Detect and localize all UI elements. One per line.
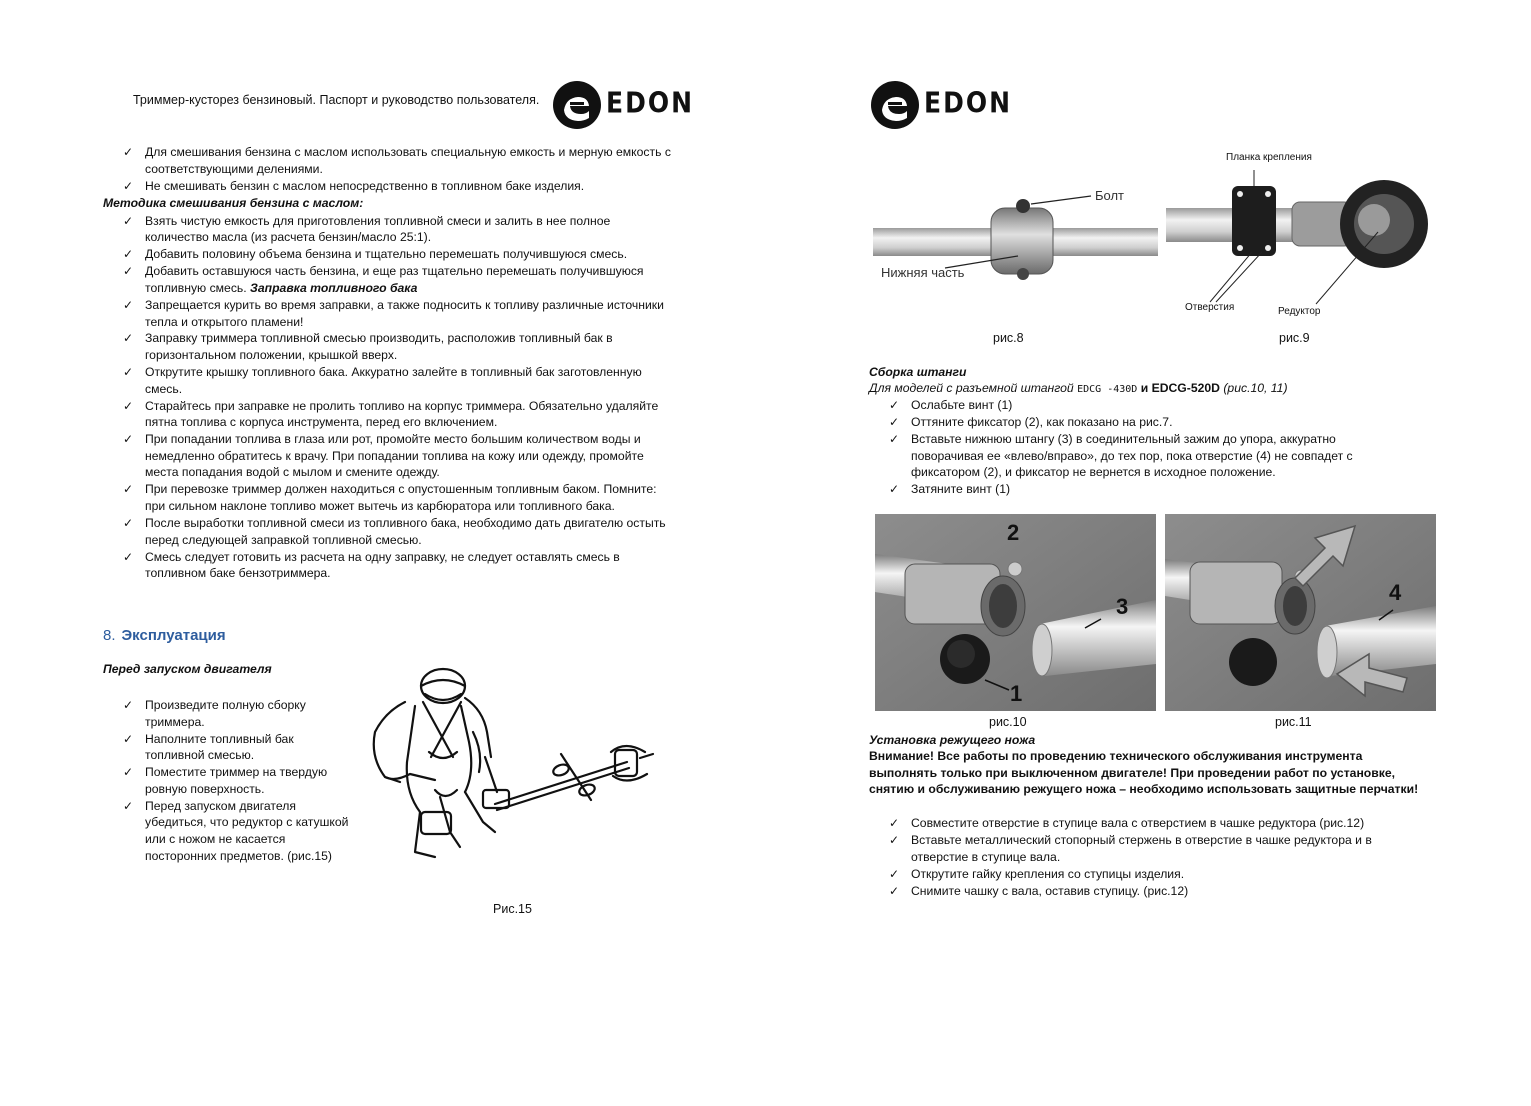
fig9-label-gear: Редуктор: [1278, 306, 1321, 317]
list-item: ✓ Взять чистую емкость для приготовления топливной смеси и залить в нее полное количество масла (из расчета бензин/масло 25:1).: [123, 213, 611, 245]
list-item: ✓ Открутите гайку крепления со ступицы изделия.: [889, 866, 1185, 881]
list-item: ✓ Затяните винт (1): [889, 482, 1011, 497]
fig8-label-lower: Нижняя часть: [881, 265, 965, 280]
check-icon: ✓: [123, 432, 134, 447]
section-number: 8.: [103, 627, 116, 644]
section-name: Эксплуатация: [121, 627, 226, 644]
fig10-caption: рис.10: [989, 715, 1027, 729]
list-item: ✓ Открутите крышку топливного бака. Аккуратно залейте в топливный бак заготовленную смесь.: [123, 365, 642, 396]
check-icon: ✓: [123, 247, 134, 262]
check-icon: ✓: [889, 832, 900, 847]
check-icon: ✓: [123, 698, 134, 712]
check-icon: ✓: [123, 331, 134, 346]
list-item: ✓ При перевозке триммер должен находиться с опустошенным топливным баком. Помните: при сильном наклоне топливо может вытечь из карбюратора или топливного бака.: [123, 482, 657, 513]
check-icon: ✓: [889, 866, 900, 881]
edon-logo-icon: [552, 80, 602, 130]
check-icon: ✓: [123, 398, 134, 413]
list-item: ✓ Запрещается курить во время заправки, а также подносить к топливу различные источники тепла и открытого пламени!: [123, 297, 664, 329]
list-item: ✓ Снимите чашку с вала, оставив ступицу. (рис.12): [889, 883, 1189, 898]
fig15-caption: Рис.15: [493, 902, 532, 916]
check-icon: ✓: [123, 145, 134, 159]
check-icon: ✓: [123, 798, 134, 813]
refuel-heading: Заправка топливного бака: [250, 280, 418, 295]
fig9-gear-bracket-photo: [1166, 170, 1436, 310]
check-icon: ✓: [123, 213, 134, 228]
shaft-block: [869, 397, 1389, 498]
list-item: ✓ Перед запуском двигателя убедиться, что редуктор с катушкой или с ножом не касается посторонних предметов. (рис.15): [123, 798, 349, 863]
section-title: [103, 627, 226, 644]
list-item: ✓ Добавить половину объема бензина и тщательно перемешать получившуюся смесь.: [123, 247, 628, 262]
check-icon: ✓: [123, 297, 134, 312]
check-icon: ✓: [123, 515, 134, 530]
intro-list: [103, 144, 673, 194]
list-item: ✓ Смесь следует готовить из расчета на одну заправку, не следует оставлять смесь в топливном баке бензотриммера.: [123, 549, 620, 581]
list-item: ✓ Заправку триммера топливной смесью производить, расположив топливный бак в горизонтальном положении, крышкой вверх.: [123, 331, 613, 363]
check-icon: ✓: [123, 731, 134, 746]
model-edcg-520d: EDCG-520D: [1151, 381, 1220, 395]
fig9-caption: рис.9: [1279, 331, 1310, 345]
list-item: ✓ Вставьте нижнюю штангу (3) в соединительный зажим до упора, аккуратно поворачивая ее «влево/вправо», до тех пор, пока отверстие (4) не совпадет с фиксатором (2), и фиксатор не вернется в исходное положение.: [889, 431, 1353, 480]
check-icon: ✓: [889, 431, 900, 446]
check-icon: ✓: [889, 816, 900, 830]
fig9-label-holes: Отверстия: [1185, 302, 1235, 313]
callout-number-2: 2: [1007, 520, 1020, 545]
prestart-heading: Перед запуском двигателя: [103, 662, 272, 676]
warning-text: Внимание! Все работы по проведению технического обслуживания инструмента выполнять только при выключенном двигателе! При проведении работ по установке, снятию и обслуживанию режущего ножа – необходимо использовать защитные перчатки!: [869, 749, 1419, 797]
fig11-connector-illustration: [1165, 514, 1436, 711]
shaft-list: [869, 397, 1389, 498]
edon-logo-right: [870, 80, 1013, 130]
list-item: ✓ Для смешивания бензина с маслом использовать специальную емкость и мерную емкость с соответствующими делениями.: [123, 145, 671, 176]
left-main-text: [103, 144, 673, 582]
fig15-trimmer-operator-illustration: [365, 662, 665, 867]
check-icon: ✓: [123, 178, 134, 193]
check-icon: ✓: [123, 765, 134, 780]
list-item: ✓ Вставьте металлический стопорный стержень в отверстие в чашке редуктора и в отверстие в ступице вала.: [889, 832, 1372, 864]
brand-wordmark: EDON: [924, 86, 1013, 120]
callout-number-1: 1: [1010, 681, 1023, 706]
fig9-label-bracket: Планка крепления: [1226, 152, 1312, 163]
callout-number-3: 3: [1116, 594, 1129, 619]
list-item: ✓ Совместите отверстие в ступице вала с отверстием в чашке редуктора (рис.12): [889, 816, 1365, 830]
check-icon: ✓: [123, 264, 134, 279]
list-item: ✓ При попадании топлива в глаза или рот, промойте место большим количеством воды и немедленно обратитесь к врачу. При попадании топлива на кожу или одежду, промойте места попадания водой с мылом и смените одежду.: [123, 432, 644, 480]
fig8-caption: рис.8: [993, 331, 1024, 345]
list-item: ✓ Поместите триммер на твердую ровную поверхность.: [123, 765, 328, 796]
check-icon: ✓: [889, 398, 900, 412]
list-item: ✓ После выработки топливной смеси из топливного бака, необходимо дать двигателю остыть перед следующей заправкой топливной смесью.: [123, 515, 666, 547]
check-icon: ✓: [123, 482, 134, 497]
list-item: ✓ Ослабьте винт (1): [889, 398, 1013, 412]
callout-number-4: 4: [1389, 580, 1402, 605]
method-list: [103, 213, 673, 582]
header-title: Триммер-кусторез бензиновый. Паспорт и руководство пользователя.: [133, 93, 540, 107]
list-item: ✓ Не смешивать бензин с маслом непосредственно в топливном баке изделия.: [123, 178, 585, 193]
method-heading: Методика смешивания бензина с маслом:: [103, 196, 364, 211]
list-item: ✓ Добавить оставшуюся часть бензина, и еще раз тщательно перемешать получившуюся топливную смесь. Заправка топливного бака: [123, 264, 644, 295]
blade-list: [869, 815, 1409, 899]
check-icon: ✓: [123, 365, 134, 380]
blade-block: [869, 815, 1409, 900]
edon-logo: [552, 80, 695, 130]
check-icon: ✓: [889, 482, 900, 497]
fig10-photo: [875, 514, 1156, 711]
blade-heading: Установка режущего ножа: [869, 733, 1036, 747]
fig11-caption: рис.11: [1275, 715, 1312, 729]
fig8-label-bolt: Болт: [1095, 188, 1125, 203]
shaft-heading: Сборка штанги: [869, 365, 967, 379]
prestart-block: [103, 697, 353, 865]
check-icon: ✓: [123, 549, 134, 564]
check-icon: ✓: [889, 883, 900, 898]
list-item: ✓ Оттяните фиксатор (2), как показано на рис.7.: [889, 414, 1173, 429]
model-edcg-430d: EDCG -430D: [1077, 384, 1138, 395]
list-item: ✓ Старайтесь при заправке не пролить топливо на корпус триммера. Обязательно удаляйте пятна топлива с корпуса инструмента, перед его включением.: [123, 398, 659, 430]
fig11-photo: [1165, 514, 1436, 711]
edon-logo-icon: [870, 80, 920, 130]
prestart-list: [103, 697, 353, 864]
check-icon: ✓: [889, 414, 900, 429]
brand-wordmark: EDON: [606, 86, 695, 120]
shaft-subheading: Для моделей с разъемной штангой EDCG -430D и EDCG-520D (рис.10, 11): [869, 381, 1288, 395]
list-item: ✓ Наполните топливный бак топливной смесью.: [123, 731, 294, 763]
list-item: ✓ Произведите полную сборку триммера.: [123, 698, 306, 729]
